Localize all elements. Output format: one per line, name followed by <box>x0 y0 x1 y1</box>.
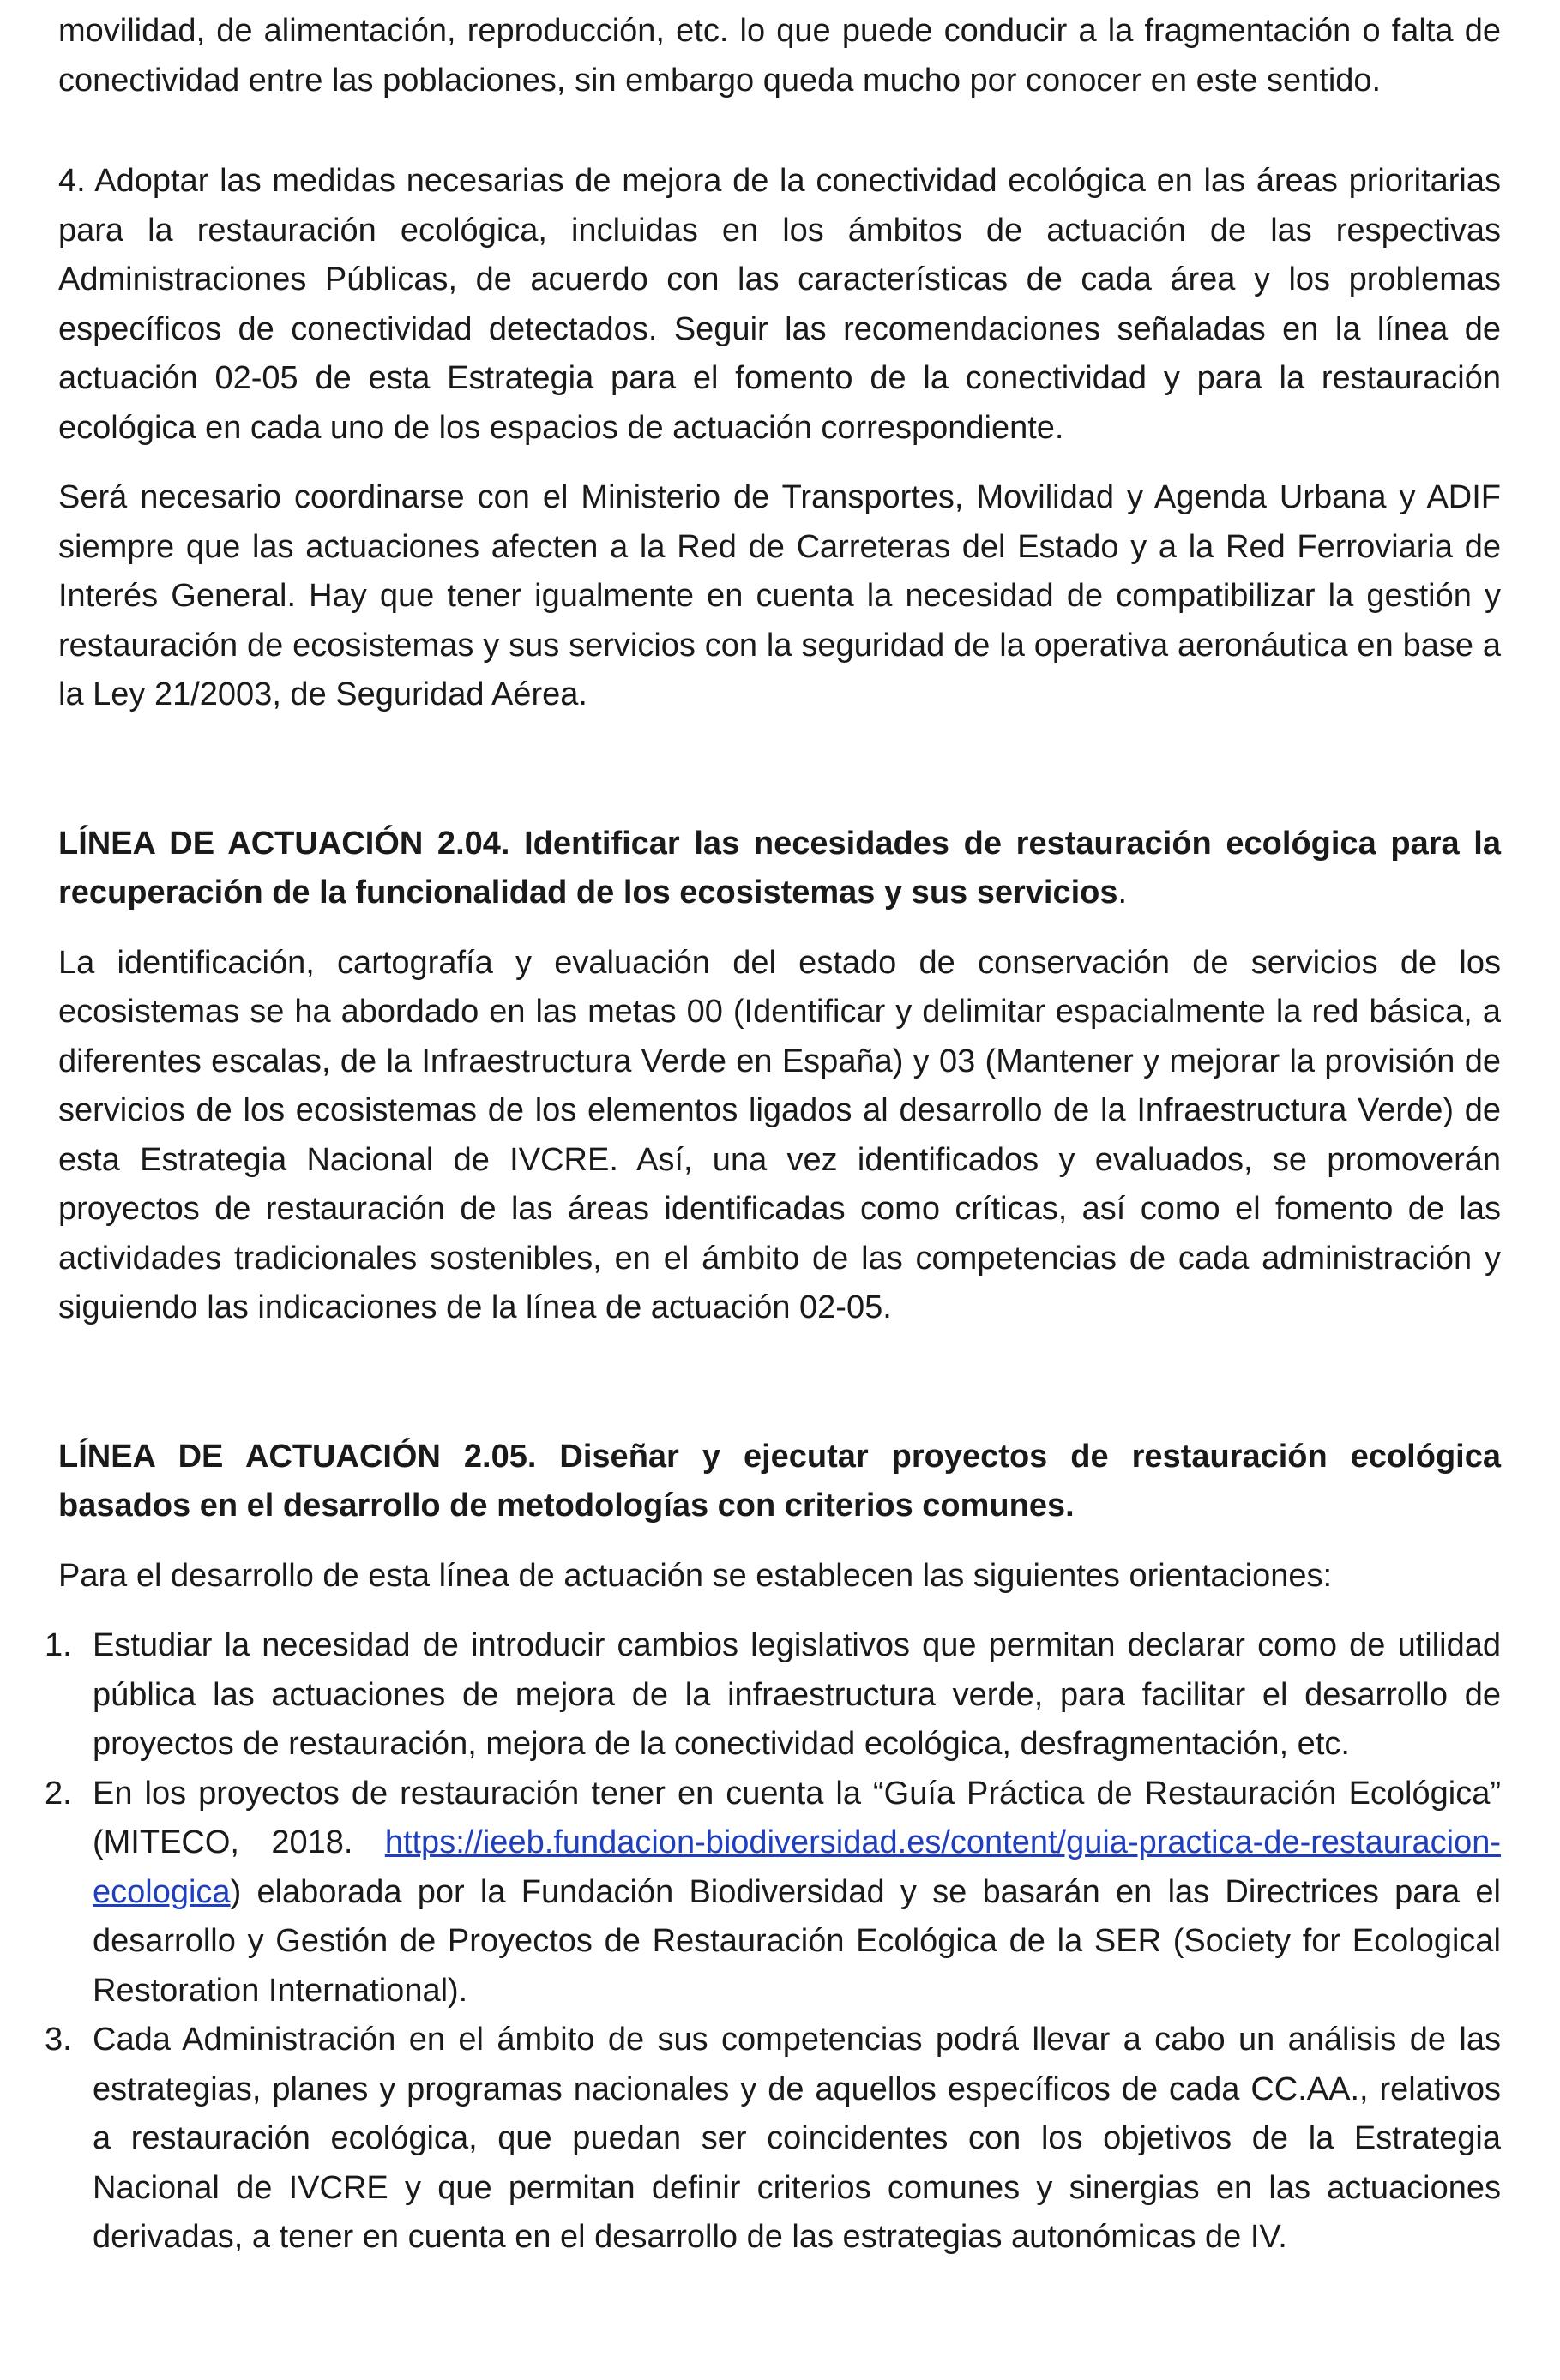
point-4-paragraph: 4. Adoptar las medidas necesarias de mejora de la conectividad ecológica en las áreas prioritarias para la restauración ecológica, incluidas en los ámbitos de actuación de las respectivas Administraciones Públicas, de acuerdo con las características de cada área y los problemas específicos de conectividad detectados. Seguir las recomendaciones señaladas en la línea de actuación 02-05 de esta Estrategia para el fomento de la conectividad y para la restauración ecológica en cada uno de los espacios de actuación correspondiente. <box>58 163 1501 446</box>
list-item <box>45 2016 1501 2263</box>
coordination-paragraph: Será necesario coordinarse con el Ministerio de Transportes, Movilidad y Agenda Urbana y ADIF siempre que las actuaciones afecten a la Red de Carreteras del Estado y a la Red Ferroviaria de Interés General. Hay que tener igualmente en cuenta la necesidad de compatibilizar la gestión y restauración de ecosistemas y sus servicios con la seguridad de la operativa aeronáutica en base a la Ley 21/2003, de Seguridad Aérea. <box>58 479 1501 712</box>
section-2-04-body: La identificación, cartografía y evaluación del estado de conservación de servicios de los ecosistemas se ha abordado en las metas 00 (Identificar y delimitar espacialmente la red básica, a diferentes escalas, de la Infraestructura Verde en España) y 03 (Mantener y mejorar la provisión de servicios de los ecosistemas de los elementos ligados al desarrollo de la Infraestructura Verde) de esta Estrategia Nacional de IVCRE. Así, una vez identificados y evaluados, se promoverán proyectos de restauración de las áreas identificadas como críticas, así como el fomento de las actividades tradicionales sostenibles, en el ámbito de las competencias de cada administración y siguiendo las indicaciones de la línea de actuación 02-05. <box>58 944 1501 1325</box>
section-2-04-heading-text: LÍNEA DE ACTUACIÓN 2.04. Identificar las necesidades de restauración ecológica para la recuperación de la funcionalidad de los ecosistemas y sus servicios <box>58 825 1501 911</box>
document-page <box>45 7 1501 2263</box>
section-2-04-heading <box>58 820 1501 918</box>
list-item <box>45 1621 1501 1770</box>
list-item-text: Estudiar la necesidad de introducir cambios legislativos que permitan declarar como de utilidad pública las actuaciones de mejora de la infraestructura verde, para facilitar el desarrollo de proyectos de restauración, mejora de la conectividad ecológica, desfragmentación, etc. <box>93 1627 1501 1762</box>
list-item-number: 3. <box>45 2022 72 2058</box>
guide-link[interactable]: https://ieeb.fundacion-biodiversidad.es/content/guia-practica-de-restauracion-ecologica <box>93 1824 1501 1910</box>
list-item-text-after-link: ) elaborada por la Fundación Biodiversidad y se basarán en las Directrices para el desarrollo y Gestión de Proyectos de Restauración Ecológica de la SER (Society for Ecological Restoration International). <box>93 1873 1501 2009</box>
orientations-list <box>45 1621 1501 2263</box>
section-2-05-heading: LÍNEA DE ACTUACIÓN 2.05. Diseñar y ejecutar proyectos de restauración ecológica basados en el desarrollo de metodologías con criterios comunes. <box>58 1438 1501 1524</box>
section-2-04-heading-suffix: . <box>1117 874 1128 911</box>
list-item-text: Cada Administración en el ámbito de sus competencias podrá llevar a cabo un análisis de las estrategias, planes y programas nacionales y de aquellos específicos de cada CC.AA., relativos a restauración ecológica, que puedan ser coincidentes con los objetivos de la Estrategia Nacional de IVCRE y que permitan definir criterios comunes y sinergias en las actuaciones derivadas, a tener en cuenta en el desarrollo de las estrategias autonómicas de IV. <box>93 2022 1501 2255</box>
list-item <box>45 1770 1501 2016</box>
list-item-text-before-link: En los proyectos de restauración tener en cuenta la “Guía Práctica de Restauración Ecológica” (MITECO, 2018. <box>93 1775 1501 1860</box>
list-item-number: 1. <box>45 1627 72 1663</box>
list-item-number: 2. <box>45 1775 72 1812</box>
section-2-05-intro: Para el desarrollo de esta línea de actuación se establecen las siguientes orientaciones: <box>58 1557 1333 1594</box>
list-item-text <box>93 1770 1501 2016</box>
intro-paragraph: movilidad, de alimentación, reproducción, etc. lo que puede conducir a la fragmentación o falta de conectividad entre las poblaciones, sin embargo queda mucho por conocer en este sentido. <box>58 13 1501 99</box>
